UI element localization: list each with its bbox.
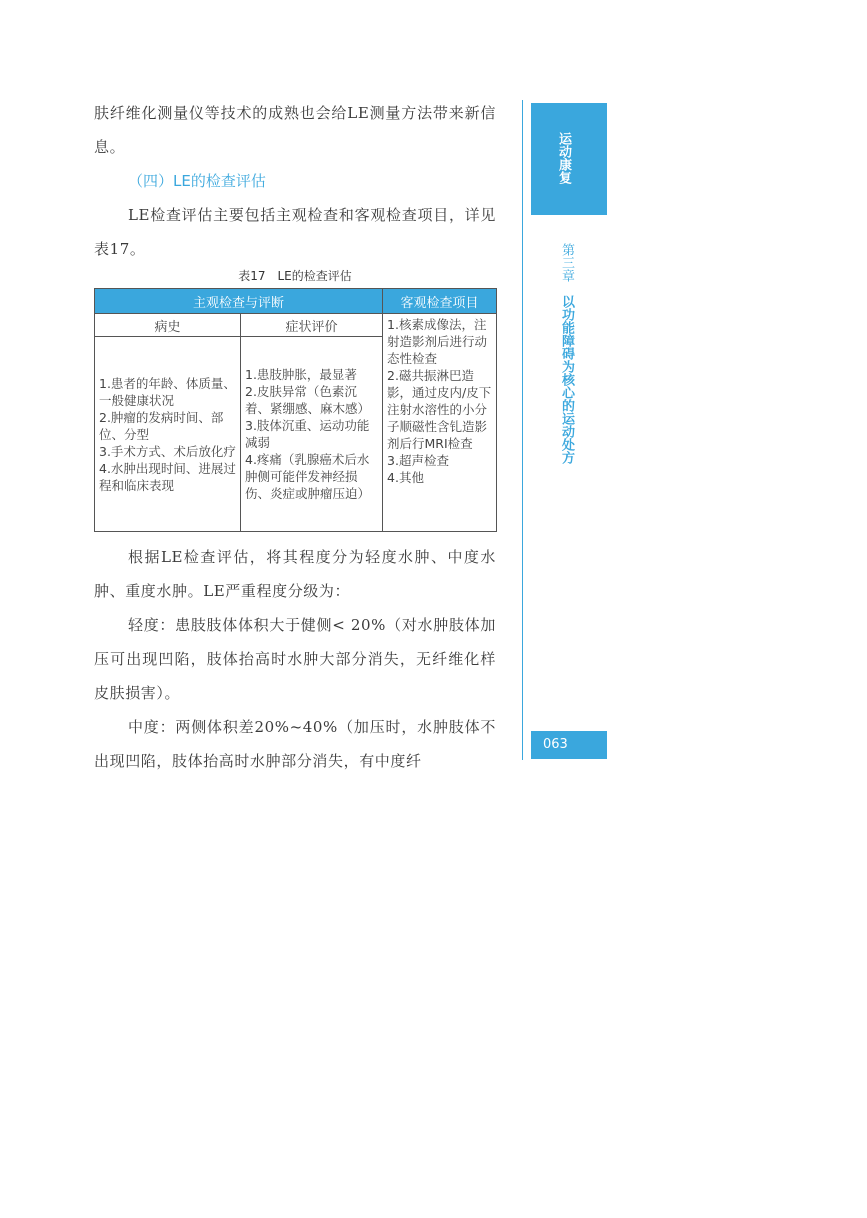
main-content <box>94 96 496 778</box>
symptom-item: 3.肢体沉重、运动功能减弱 <box>245 418 370 450</box>
sidebar-divider <box>522 100 523 760</box>
history-item: 2.肿瘤的发病时间、部位、分型 <box>99 409 224 442</box>
objective-item: 3.超声检查 <box>387 453 449 468</box>
chapter-number: 第三章 <box>559 243 574 282</box>
paragraph-2: LE检查评估主要包括主观检查和客观检查项目，详见表17。 <box>94 206 496 258</box>
symptom-item: 2.皮肤异常（色素沉着、紧绷感、麻木感） <box>245 384 371 416</box>
table-caption: 表17 LE的检查评估 <box>238 269 352 283</box>
chapter-title: 以功能障碍为核心的运动处方 <box>559 295 574 464</box>
objective-item: 2.磁共振淋巴造影，通过皮内/皮下注射水溶性的小分子顺磁性含钆造影剂后行MRI检查 <box>387 368 492 451</box>
section-tab-label: 运动康复 <box>556 132 571 184</box>
history-item: 1.患者的年龄、体质量、一般健康状况 <box>99 375 236 408</box>
header-objective: 客观检查项目 <box>383 289 497 314</box>
evaluation-table <box>94 288 497 532</box>
page-number: 063 <box>531 731 607 759</box>
header-subjective: 主观检查与评断 <box>95 289 383 314</box>
section-heading: （四）LE的检查评估 <box>128 172 266 190</box>
history-item: 3.手术方式、术后放化疗 <box>99 443 236 459</box>
history-item: 4.水肿出现时间、进展过程和临床表现 <box>99 460 236 493</box>
symptom-cell <box>241 337 383 532</box>
history-cell <box>95 337 241 532</box>
symptom-item: 4.疼痛（乳腺癌术后水肿侧可能伴发神经损伤、炎症或肿瘤压迫） <box>245 452 371 501</box>
subheader-symptom: 症状评价 <box>241 314 383 337</box>
objective-item: 1.核素成像法，注射造影剂后进行动态性检查 <box>387 317 488 366</box>
paragraph-4: 轻度：患肢肢体体积大于健侧< 20%（对水肿肢体加压可出现凹陷，肢体抬高时水肿大部分消失，无纤维化样皮肤损害）。 <box>94 616 496 702</box>
symptom-item: 1.患肢肿胀，最显著 <box>245 367 357 382</box>
objective-item: 4.其他 <box>387 470 424 485</box>
objective-cell <box>383 314 497 532</box>
paragraph-3: 根据LE检查评估，将其程度分为轻度水肿、中度水肿、重度水肿。LE严重程度分级为： <box>94 548 496 600</box>
subheader-history: 病史 <box>95 314 241 337</box>
paragraph-5: 中度：两侧体积差20%~40%（加压时，水肿肢体不出现凹陷，肢体抬高时水肿部分消失，有中度纤 <box>94 718 496 770</box>
paragraph-1: 肤纤维化测量仪等技术的成熟也会给LE测量方法带来新信息。 <box>94 104 496 156</box>
chapter-label <box>555 243 573 464</box>
